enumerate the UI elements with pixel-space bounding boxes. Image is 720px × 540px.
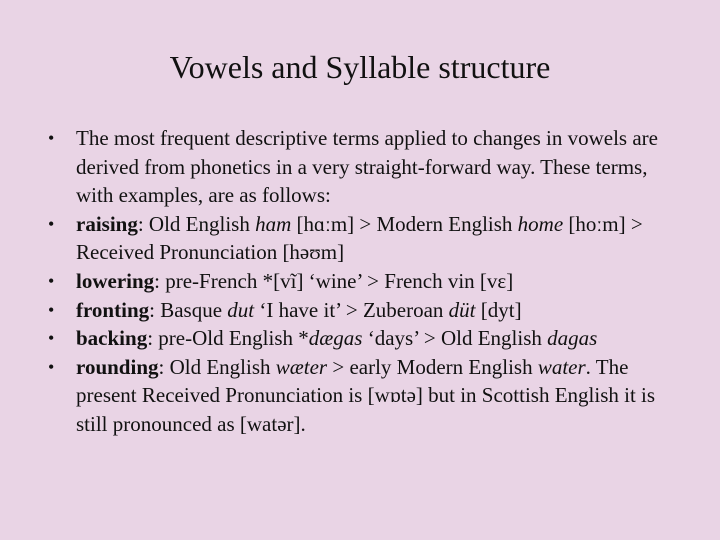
bullet-text: : Old English	[158, 354, 276, 379]
bullet-text: : pre-Old English *	[147, 326, 309, 351]
bullet-icon: •	[48, 299, 55, 320]
bullet-list	[48, 124, 688, 439]
example-word: dægas	[308, 326, 363, 351]
example-word: hɑm	[255, 211, 292, 236]
bullet-text: > early Modern English	[327, 354, 538, 379]
bullet-intro	[48, 124, 688, 210]
bullet-text: The most frequent descriptive terms applied to changes in vowels are derived from phonetics in a very straight-forward way. These terms, with examples, are as follows:	[76, 126, 658, 208]
example-word: wæter	[275, 354, 328, 379]
bullet-text: : pre-French *[vĩ] ‘wine’ > French vin [vɛ]	[154, 268, 514, 293]
example-word: dut	[227, 297, 255, 322]
example-word: water	[537, 354, 586, 379]
example-word: düt	[448, 297, 476, 322]
bullet-text: [dyt]	[475, 297, 522, 322]
bullet-text: . The present Received Pronunciation is [wɒtə] but in Scottish English it is still pronounced as [watər].	[76, 354, 656, 436]
bullet-fronting	[48, 296, 688, 325]
bullet-text: [hoːm] > Received Pronunciation [həʊm]	[76, 211, 643, 265]
term-backing: backing	[76, 326, 148, 351]
bullet-icon: •	[48, 128, 55, 148]
term-lowering: lowering	[76, 268, 155, 293]
term-rounding: rounding	[76, 354, 159, 379]
bullet-rounding	[48, 353, 688, 439]
bullet-lowering	[48, 267, 688, 296]
bullet-text: [hɑːm] > Modern English	[291, 211, 518, 236]
term-fronting: fronting	[76, 297, 150, 322]
example-word: dagas	[547, 326, 598, 351]
bullet-backing	[48, 324, 688, 353]
bullet-icon: •	[48, 356, 55, 377]
example-word: home	[517, 211, 564, 236]
bullet-text: : Old English	[137, 211, 256, 236]
bullet-text: ‘days’ > Old English	[362, 326, 548, 351]
bullet-text: ‘I have it’ > Zuberoan	[254, 297, 449, 322]
bullet-icon: •	[48, 213, 55, 234]
bullet-raising	[48, 210, 688, 267]
slide-title: Vowels and Syllable structure	[169, 49, 551, 85]
bullet-icon: •	[48, 270, 55, 291]
bullet-icon: •	[48, 328, 55, 349]
term-raising: raising	[76, 211, 138, 236]
bullet-text: : Basque	[149, 297, 228, 322]
